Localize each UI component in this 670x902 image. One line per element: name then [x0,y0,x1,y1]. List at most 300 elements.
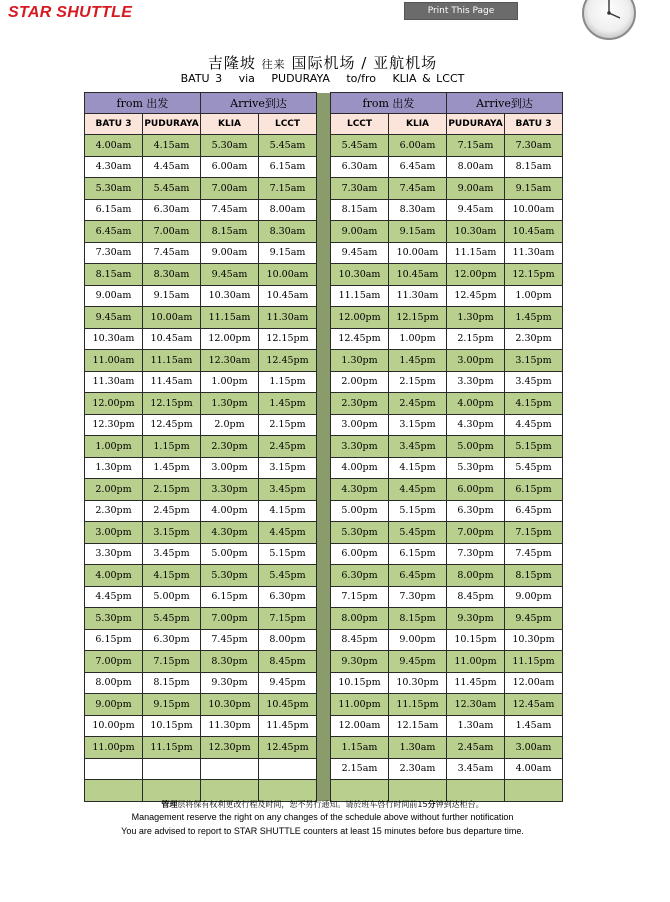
time-cell: 11.00pm [85,737,143,759]
time-cell: 5.30pm [447,457,505,479]
time-cell: 3.45pm [389,436,447,458]
time-cell: 11.00pm [331,694,389,716]
time-cell: 6.15pm [85,629,143,651]
table-row [85,651,563,673]
column-divider [317,737,331,759]
time-cell: 12.15pm [143,393,201,415]
time-cell: 7.00pm [201,608,259,630]
time-cell: 11.45pm [259,715,317,737]
time-cell: 7.00pm [447,522,505,544]
table-row [85,500,563,522]
time-cell: 3.15pm [143,522,201,544]
time-cell: 10.00am [505,199,563,221]
time-cell: 11.15am [447,242,505,264]
time-cell: 9.30pm [447,608,505,630]
time-cell: 12.30am [201,350,259,372]
time-cell: 3.30pm [331,436,389,458]
column-header: KLIA [201,114,259,135]
right-arrive-header: Arrive到达 [447,93,563,114]
time-cell: 9.15am [505,178,563,200]
column-header: LCCT [259,114,317,135]
time-cell: 8.15pm [389,608,447,630]
column-divider [317,672,331,694]
time-cell: 4.45am [143,156,201,178]
time-cell: 10.45pm [259,694,317,716]
time-cell: 7.15pm [505,522,563,544]
clock-icon [582,0,636,40]
time-cell: 2.30pm [505,328,563,350]
column-divider [317,500,331,522]
time-cell: 9.00pm [505,586,563,608]
column-divider [317,371,331,393]
time-cell: 4.00pm [331,457,389,479]
time-cell: 8.00pm [331,608,389,630]
time-cell: 5.30pm [85,608,143,630]
table-row [85,350,563,372]
time-cell: 11.00am [85,350,143,372]
column-divider [317,608,331,630]
time-cell: 11.30am [389,285,447,307]
time-cell: 10.45am [143,328,201,350]
time-cell: 1.00pm [505,285,563,307]
time-cell: 10.00pm [85,715,143,737]
time-cell: 4.45pm [389,479,447,501]
column-divider [317,522,331,544]
time-cell: 3.00am [505,737,563,759]
time-cell: 5.45pm [259,565,317,587]
time-cell: 7.30am [85,242,143,264]
time-cell: 6.00am [389,135,447,157]
time-cell: 8.00pm [447,565,505,587]
time-cell: 11.15am [201,307,259,329]
time-cell: 8.45pm [331,629,389,651]
time-cell: 7.15pm [259,608,317,630]
notice-cn-text2: 钟到达柜台。 [435,800,484,809]
column-divider [317,135,331,157]
time-cell: 5.30pm [331,522,389,544]
time-cell: 4.30pm [331,479,389,501]
time-cell: 4.45pm [85,586,143,608]
time-cell: 3.00pm [85,522,143,544]
time-cell: 6.45am [389,156,447,178]
time-cell: 11.15pm [389,694,447,716]
time-cell: 3.45pm [505,371,563,393]
time-cell: 1.00pm [85,436,143,458]
table-row [85,264,563,286]
time-cell: 8.15pm [505,565,563,587]
left-from-header: from 出发 [85,93,201,114]
column-divider [317,199,331,221]
time-cell: 7.45am [389,178,447,200]
notice-english-1: Management reserve the right on any changes of the schedule above without further notification [131,812,514,822]
column-divider [317,586,331,608]
time-cell: 12.45pm [143,414,201,436]
time-cell: 12.00pm [85,393,143,415]
title-to-from: 往来 [261,58,286,71]
column-divider [317,264,331,286]
time-cell: 9.00am [447,178,505,200]
table-row [85,393,563,415]
time-cell: 11.15pm [505,651,563,673]
table-row [85,371,563,393]
time-cell: 5.45pm [143,608,201,630]
time-cell: 3.45am [447,758,505,780]
time-cell: 1.45pm [505,307,563,329]
time-cell: 8.45pm [259,651,317,673]
shuttle-timetable [84,92,563,802]
time-cell: 6.45pm [389,565,447,587]
table-row [85,586,563,608]
table-row [85,737,563,759]
time-cell: 3.15pm [505,350,563,372]
notice-chinese [0,799,645,810]
time-cell: 8.30am [143,264,201,286]
time-cell: 8.15pm [143,672,201,694]
time-cell: 6.15am [85,199,143,221]
time-cell: 12.00pm [447,264,505,286]
time-cell: 2.00pm [85,479,143,501]
time-cell: 12.45pm [447,285,505,307]
time-cell: 2.00pm [331,371,389,393]
time-cell [447,780,505,802]
time-cell: 9.45am [85,307,143,329]
left-arrive-header: Arrive到达 [201,93,317,114]
column-divider [317,93,331,135]
table-row [85,178,563,200]
time-cell: 5.30am [201,135,259,157]
table-row [85,221,563,243]
time-cell: 6.15pm [389,543,447,565]
time-cell: 8.15am [85,264,143,286]
time-cell: 1.00pm [389,328,447,350]
time-cell: 4.15pm [259,500,317,522]
time-cell: 9.45am [447,199,505,221]
time-cell [201,758,259,780]
time-cell: 9.00am [85,285,143,307]
table-row [85,328,563,350]
time-cell: 4.30pm [447,414,505,436]
time-cell: 7.45pm [505,543,563,565]
time-cell: 2.45pm [389,393,447,415]
time-cell: 3.30pm [85,543,143,565]
time-cell: 5.15pm [259,543,317,565]
column-header: BATU 3 [505,114,563,135]
time-cell: 2.30pm [201,436,259,458]
time-cell: 2.45am [447,737,505,759]
table-row [85,565,563,587]
time-cell: 12.30pm [201,737,259,759]
time-cell: 7.00pm [85,651,143,673]
time-cell: 6.15pm [201,586,259,608]
time-cell: 5.45am [259,135,317,157]
time-cell: 2.15pm [389,371,447,393]
time-cell: 12.45pm [259,737,317,759]
time-cell: 8.30am [389,199,447,221]
time-cell [85,758,143,780]
notice-cn-bold2: 分 [427,800,436,809]
time-cell: 10.15pm [143,715,201,737]
time-cell: 9.00pm [85,694,143,716]
table-row [85,479,563,501]
timetable-body [85,135,563,802]
column-divider [317,758,331,780]
time-cell: 1.30pm [331,350,389,372]
time-cell: 8.15am [201,221,259,243]
time-cell: 4.15pm [505,393,563,415]
column-divider [317,393,331,415]
time-cell: 3.30pm [447,371,505,393]
time-cell: 4.30am [85,156,143,178]
time-cell: 2.0pm [201,414,259,436]
column-divider [317,565,331,587]
column-divider [317,651,331,673]
time-cell: 12.45pm [259,350,317,372]
column-divider [317,350,331,372]
time-cell: 8.45pm [447,586,505,608]
column-divider [317,242,331,264]
time-cell: 6.00pm [331,543,389,565]
table-row [85,285,563,307]
time-cell: 5.15pm [505,436,563,458]
time-cell: 4.15pm [143,565,201,587]
time-cell: 7.45am [201,199,259,221]
column-divider [317,285,331,307]
time-cell: 6.45am [85,221,143,243]
time-cell [143,780,201,802]
time-cell: 1.30am [447,715,505,737]
time-cell [331,780,389,802]
star-shuttle-logo[interactable]: STAR SHUTTLE [8,4,133,21]
time-cell: 11.30am [259,307,317,329]
time-cell: 1.45am [505,715,563,737]
time-cell: 10.30am [447,221,505,243]
time-cell: 8.00pm [259,629,317,651]
time-cell: 3.45pm [259,479,317,501]
time-cell: 11.45am [143,371,201,393]
time-cell: 6.45pm [505,500,563,522]
column-divider [317,479,331,501]
time-cell: 4.00am [85,135,143,157]
time-cell: 2.30pm [331,393,389,415]
table-row [85,135,563,157]
title-klia: 国际机场 [291,54,356,72]
column-divider [317,307,331,329]
time-cell: 10.30am [85,328,143,350]
column-divider [317,694,331,716]
column-divider [317,156,331,178]
time-cell: 3.15pm [389,414,447,436]
time-cell: 9.15am [389,221,447,243]
time-cell: 8.15am [505,156,563,178]
time-cell: 4.15pm [389,457,447,479]
time-cell: 1.45pm [143,457,201,479]
time-cell: 2.30pm [85,500,143,522]
notice-cn-text: 层将保有权利更改行程及时间，恕不另行通知。请於班车啓行时间前15 [177,800,428,809]
time-cell: 1.45pm [259,393,317,415]
time-cell: 10.45am [389,264,447,286]
time-cell: 3.15pm [259,457,317,479]
column-divider [317,780,331,802]
table-row [85,694,563,716]
title-kl: 吉隆坡 [207,54,256,72]
page-title-chinese [0,52,645,73]
time-cell: 12.15am [389,715,447,737]
time-cell: 3.00pm [331,414,389,436]
column-header: BATU 3 [85,114,143,135]
column-header: PUDURAYA [143,114,201,135]
column-divider [317,543,331,565]
time-cell: 11.30am [85,371,143,393]
time-cell: 12.45am [505,694,563,716]
time-cell: 12.00am [505,672,563,694]
notice-english-2: You are advised to report to STAR SHUTTLE counters at least 15 minutes before bus departure time. [121,826,524,836]
time-cell: 10.00am [143,307,201,329]
time-cell: 9.00am [331,221,389,243]
column-divider [317,328,331,350]
time-cell: 10.45am [259,285,317,307]
print-page-button[interactable]: Print This Page [404,2,518,20]
time-cell: 4.00am [505,758,563,780]
time-cell: 1.15pm [143,436,201,458]
time-cell: 4.00pm [201,500,259,522]
time-cell [259,780,317,802]
time-cell: 7.15pm [331,586,389,608]
column-divider [317,178,331,200]
time-cell: 9.45am [201,264,259,286]
column-divider [317,629,331,651]
time-cell: 9.45pm [389,651,447,673]
time-cell: 12.45pm [331,328,389,350]
time-cell [389,780,447,802]
time-cell: 7.30pm [389,586,447,608]
time-cell: 5.45am [143,178,201,200]
time-cell: 9.30pm [201,672,259,694]
time-cell: 11.15am [331,285,389,307]
time-cell: 1.00pm [201,371,259,393]
time-cell: 9.45am [331,242,389,264]
table-row [85,543,563,565]
time-cell: 10.30pm [389,672,447,694]
time-cell [85,780,143,802]
time-cell: 1.30pm [447,307,505,329]
time-cell: 7.15am [447,135,505,157]
time-cell: 2.45pm [259,436,317,458]
time-cell: 2.15pm [447,328,505,350]
column-header: LCCT [331,114,389,135]
time-cell: 4.00pm [85,565,143,587]
time-cell: 9.00am [201,242,259,264]
time-cell: 7.00am [143,221,201,243]
time-cell: 1.30pm [85,457,143,479]
time-cell: 2.15pm [259,414,317,436]
time-cell: 8.00pm [85,672,143,694]
time-cell: 4.00pm [447,393,505,415]
time-cell: 8.00am [447,156,505,178]
time-cell: 6.30am [143,199,201,221]
table-row [85,436,563,458]
table-row [85,156,563,178]
time-cell: 12.30am [447,694,505,716]
time-cell: 7.45pm [201,629,259,651]
time-cell: 5.00pm [331,500,389,522]
time-cell: 1.15pm [259,371,317,393]
column-divider [317,436,331,458]
time-cell: 10.30am [331,264,389,286]
column-divider [317,221,331,243]
table-row [85,780,563,802]
time-cell: 9.00pm [389,629,447,651]
time-cell: 10.30pm [505,629,563,651]
table-row [85,414,563,436]
time-cell: 11.00pm [447,651,505,673]
time-cell: 12.15pm [389,307,447,329]
table-row [85,457,563,479]
time-cell: 4.30pm [201,522,259,544]
time-cell: 10.30am [201,285,259,307]
time-cell: 3.30pm [201,479,259,501]
time-cell: 6.00pm [447,479,505,501]
time-cell: 6.30pm [447,500,505,522]
table-row [85,199,563,221]
time-cell: 6.30pm [331,565,389,587]
time-cell: 1.30am [389,737,447,759]
time-cell: 5.15pm [389,500,447,522]
table-row [85,715,563,737]
time-cell: 9.15pm [143,694,201,716]
time-cell: 6.00am [201,156,259,178]
time-cell: 10.15pm [331,672,389,694]
time-cell [143,758,201,780]
time-cell: 8.30pm [201,651,259,673]
time-cell: 7.15pm [143,651,201,673]
column-divider [317,715,331,737]
notice-cn-bold: 管理 [161,800,178,809]
time-cell: 5.00pm [201,543,259,565]
time-cell: 10.30pm [201,694,259,716]
time-cell: 8.00am [259,199,317,221]
time-cell: 5.00pm [447,436,505,458]
time-cell: 4.45pm [505,414,563,436]
time-cell: 3.00pm [201,457,259,479]
column-divider [317,414,331,436]
time-cell: 5.00pm [143,586,201,608]
time-cell: 7.30am [505,135,563,157]
time-cell: 3.00pm [447,350,505,372]
time-cell: 4.45pm [259,522,317,544]
time-cell: 11.15am [143,350,201,372]
time-cell: 11.30am [505,242,563,264]
column-divider [317,457,331,479]
time-cell: 5.45pm [389,522,447,544]
time-cell: 9.45pm [259,672,317,694]
title-slash: / [361,54,368,72]
time-cell: 5.45am [331,135,389,157]
time-cell: 7.00am [201,178,259,200]
time-cell: 10.00am [259,264,317,286]
time-cell: 9.30pm [331,651,389,673]
time-cell: 4.15am [143,135,201,157]
time-cell: 11.15pm [143,737,201,759]
time-cell: 2.30am [389,758,447,780]
table-row [85,608,563,630]
table-row [85,629,563,651]
time-cell: 2.15am [331,758,389,780]
column-header: PUDURAYA [447,114,505,135]
time-cell: 6.30am [331,156,389,178]
column-header: KLIA [389,114,447,135]
time-cell [201,780,259,802]
time-cell: 8.30am [259,221,317,243]
